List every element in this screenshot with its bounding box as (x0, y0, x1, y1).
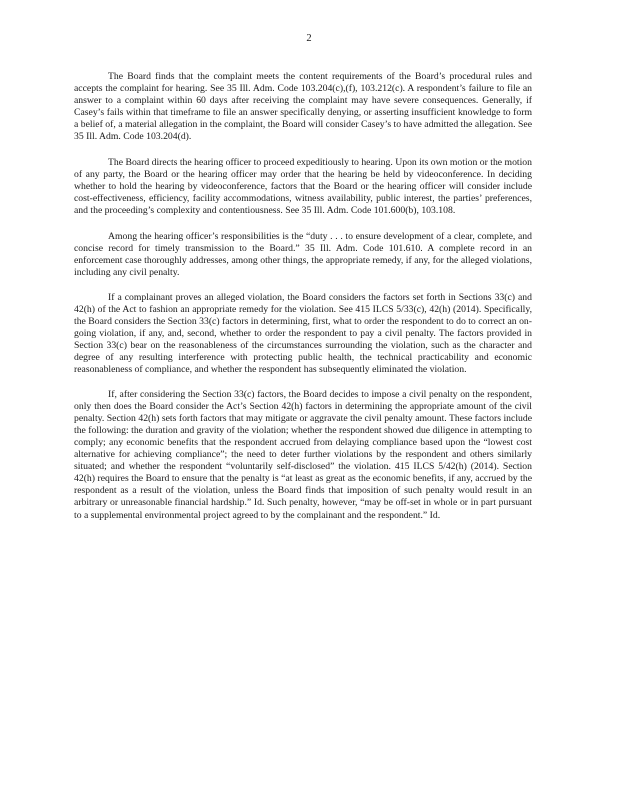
document-body (74, 71, 532, 535)
page-number: 2 (306, 33, 312, 44)
paragraph-hearing-directive: The Board directs the hearing officer to proceed expeditiously to hearing. Upon its own motion or the motion of any party, the Board or the hearing officer may order that the hearing be held by videoconference. In deciding whether to hold the hearing by videoconference, factors that the Board or the hearing officer will consider include cost-effectiveness, efficiency, facility accommodations, witness availability, public interest, the parties’ preferences, and the proceeding’s complexity and contentiousness. See 35 Ill. Adm. Code 101.600(b), 103.108. (74, 157, 532, 217)
paragraph-complaint-accepted: The Board finds that the complaint meets the content requirements of the Board’s procedural rules and accepts the complaint for hearing. See 35 Ill. Adm. Code 103.204(c),(f), 103.212(c). A respondent’s failure to file an answer to a complaint within 60 days after receiving the complaint may have severe consequences. Generally, if Casey’s fails within that timeframe to file an answer specifically denying, or asserting insufficient knowledge to form a belief of, a material allegation in the complaint, the Board will consider Casey’s to have admitted the allegation. See 35 Ill. Adm. Code 103.204(d). (74, 71, 532, 143)
paragraph-hearing-officer-duties: Among the hearing officer’s responsibilities is the “duty . . . to ensure development of a clear, complete, and concise record for timely transmission to the Board.” 35 Ill. Adm. Code 101.610. A complete record in an enforcement case thoroughly addresses, among other things, the appropriate remedy, if any, for the alleged violations, including any civil penalty. (74, 230, 532, 278)
paragraph-civil-penalty: If, after considering the Section 33(c) factors, the Board decides to impose a civil penalty on the respondent, only then does the Board consider the Act’s Section 42(h) factors in determining the appropriate amount of the civil penalty. Section 42(h) sets forth factors that may mitigate or aggravate the civil penalty amount. These factors include the following: the duration and gravity of the violation; whether the respondent showed due diligence in attempting to comply; any economic benefits that the respondent accrued from delaying compliance based upon the “lowest cost alternative for achieving compliance”; the need to deter further violations by the respondent and others similarly situated; and whether the respondent “voluntarily self-disclosed” the violation. 415 ILCS 5/42(h) (2014). Section 42(h) requires the Board to ensure that the penalty is “at least as great as the economic benefits, if any, accrued by the respondent as a result of the violation, unless the Board finds that imposition of such penalty would result in an arbitrary or unreasonable financial hardship.” Id. Such penalty, however, “may be off-set in whole or in part pursuant to a supplemental environmental project agreed to by the complainant and the respondent.” Id. (74, 389, 532, 521)
paragraph-remedy-factors: If a complainant proves an alleged violation, the Board considers the factors set forth in Sections 33(c) and 42(h) of the Act to fashion an appropriate remedy for the violation. See 415 ILCS 5/33(c), 42(h) (2014). Specifically, the Board considers the Section 33(c) factors in determining, first, what to order the respondent to do to correct an on-going violation, if any, and, second, whether to order the respondent to pay a civil penalty. The factors provided in Section 33(c) bear on the reasonableness of the circumstances surrounding the violation, such as the character and degree of any resulting interference with protecting public health, the technical practicability and economic reasonableness of compliance, and whether the respondent has subsequently eliminated the violation. (74, 291, 532, 375)
